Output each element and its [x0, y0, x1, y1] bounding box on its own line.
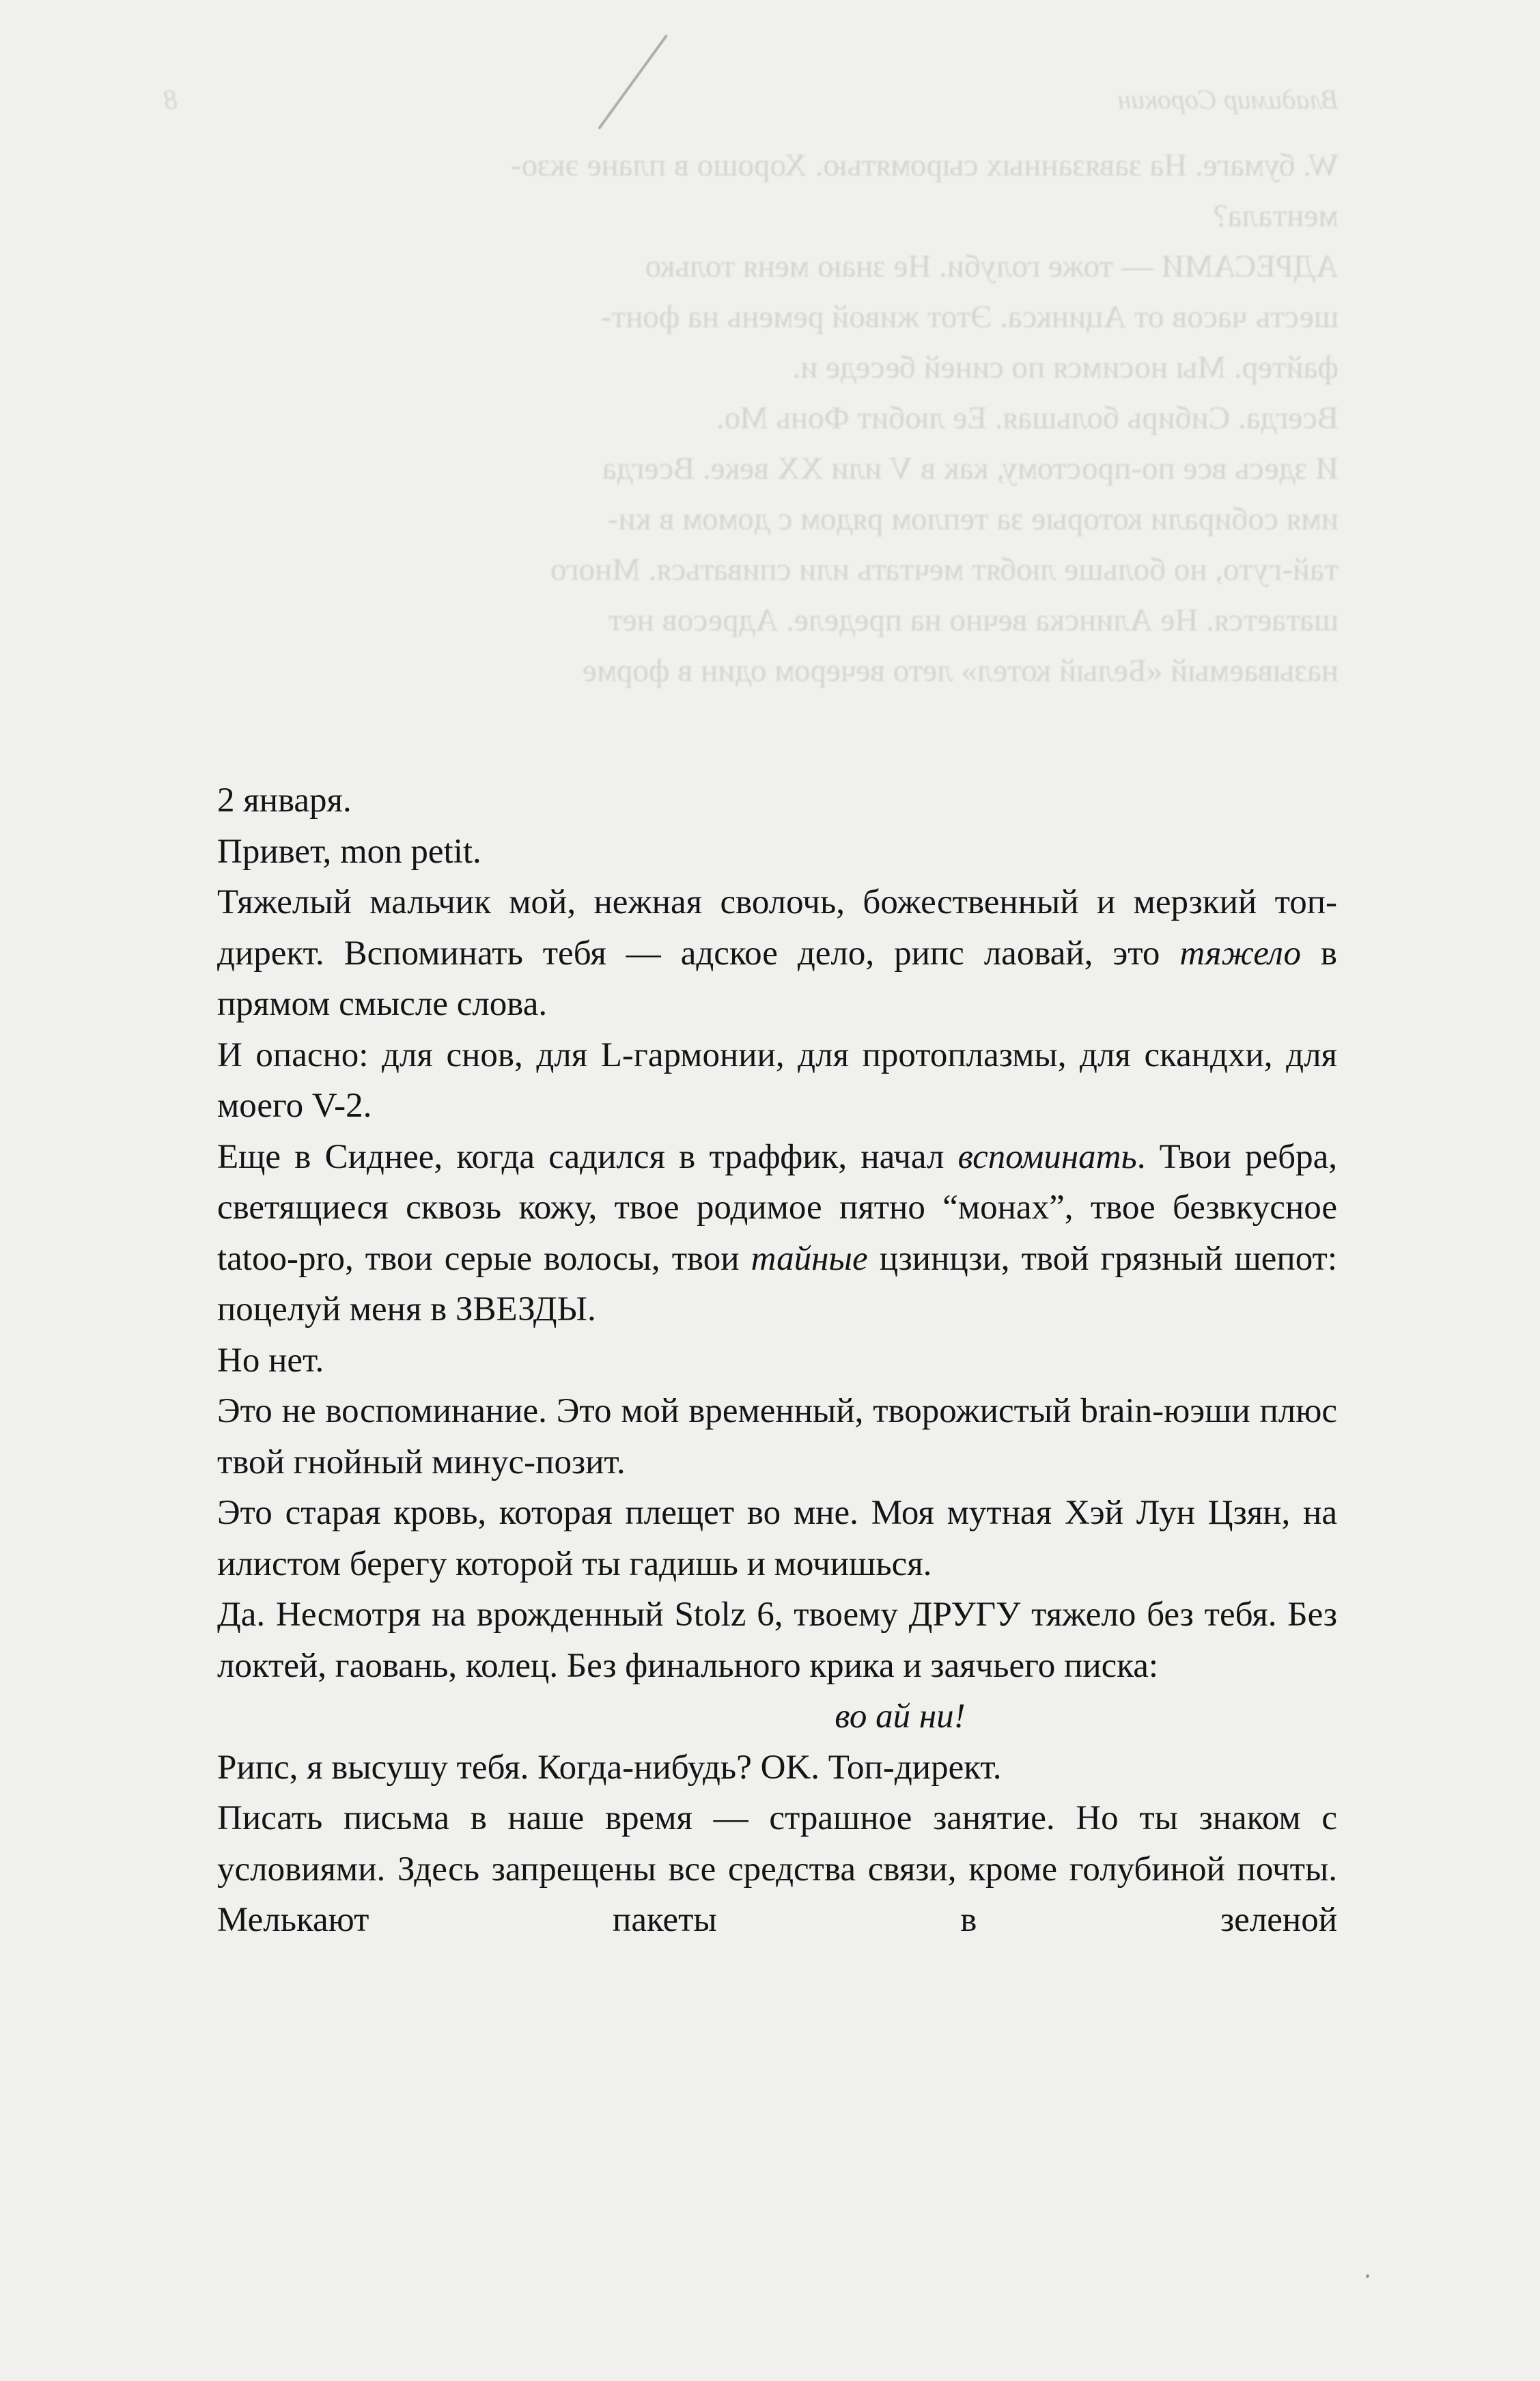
paragraph: Но нет.	[217, 1341, 324, 1380]
paragraph-text: в прямом смысле слова.	[217, 934, 1337, 1023]
show-through-text	[164, 85, 1339, 696]
pencil-dot	[1366, 2274, 1369, 2278]
letter-greeting: Привет, mon petit.	[217, 832, 481, 871]
paragraph: Это не воспоминание. Это мой временный, творожистый brain-юэши плюс твой гнойный минус-позит.	[217, 1392, 1337, 1481]
italic-exclamation: во ай ни!	[835, 1697, 966, 1736]
emphasis-text: тяжело	[1179, 934, 1301, 973]
paragraph-text: Тяжелый мальчик мой, нежная сволочь, божественный и мерзкий топ-директ. Вспоминать тебя — адское дело, рипс лаовай, это	[217, 883, 1337, 973]
paragraph-text: Еще в Сиднее, когда садился в траффик, начал	[217, 1137, 958, 1176]
show-through-line: АДРЕСАМИ — тоже голуби. Не знаю меня только	[645, 249, 1339, 284]
paragraph: Рипс, я высушу тебя. Когда-нибудь? OK. Топ-директ.	[217, 1748, 1002, 1787]
show-through-line: тай-гуто, но больше любят мечтать или спиваться. Много	[550, 552, 1339, 587]
show-through-line: шатается. Не Алинска вечно на пределе. Адресов нет	[608, 602, 1339, 638]
show-through-header-right: 8	[164, 84, 178, 115]
paragraph: Это старая кровь, которая плещет во мне. Моя мутная Хэй Лун Цзян, на илистом берегу которой ты гадишь и мочишься.	[217, 1494, 1337, 1583]
show-through-line: шесть часов от Ацинкса. Этот живой ремень на фонт-	[600, 299, 1339, 335]
letter-text	[217, 775, 1337, 1946]
show-through-line: W. бумаге. На завязанных сыромятью. Хорошо в плане экзо-	[511, 148, 1339, 183]
show-through-line: файтер. Мы носимся по синей беседе и.	[792, 350, 1339, 385]
show-through-line: И здесь все по-простому, как в V или XX веке. Всегда	[602, 451, 1339, 486]
paragraph	[217, 1132, 1337, 1335]
paragraph: Да. Несмотря на врожденный Stolz 6, твоему ДРУГУ тяжело без тебя. Без локтей, гаовань, колец. Без финального крика и заячьего писка:	[217, 1596, 1337, 1685]
show-through-line: называемый «Белый котел» лето вечером один в форме	[583, 653, 1339, 688]
show-through-line: Всегда. Сибирь большая. Ее любит Фонь Мо.	[716, 400, 1339, 436]
show-through-line: ментала?	[1213, 198, 1339, 234]
show-through-header-left: Владимир Сорокин	[1117, 84, 1339, 115]
paragraph	[217, 877, 1337, 1030]
paragraph: Писать письма в наше время — страшное занятие. Но ты знаком с условиями. Здесь запрещены все средства связи, кроме голубиной почты. Мелькают пакеты в зеленой	[217, 1799, 1337, 1939]
emphasis-text: тайные	[751, 1239, 868, 1278]
paragraph-text: . Твои ребра, светящиеся сквозь кожу, твое родимое пятно “монах”, твое безвкусное tatoo-pro, твои серые волосы, твои	[217, 1137, 1338, 1278]
emphasis-text: вспоминать	[957, 1137, 1137, 1176]
show-through-line: имя собирали которые за теплом рядом с домом в ки-	[607, 501, 1339, 537]
paragraph-text: цзинцзи, твой грязный шепот: поцелуй меня в ЗВЕЗДЫ.	[217, 1239, 1337, 1328]
letter-date: 2 января.	[217, 781, 352, 820]
paragraph: И опасно: для снов, для L-гармонии, для протоплазмы, для скандхи, для моего V-2.	[217, 1035, 1337, 1125]
